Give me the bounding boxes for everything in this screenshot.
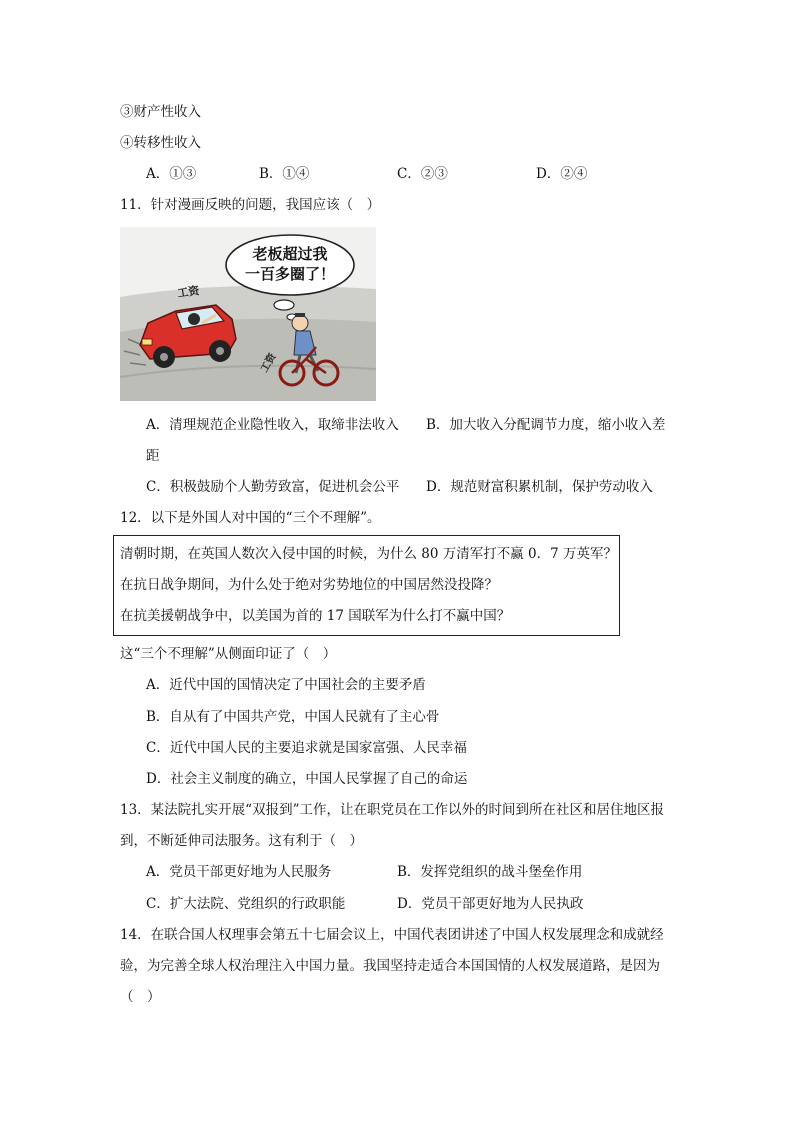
q10-option-a: A．①③ xyxy=(146,166,197,182)
bike-wage-label: 工资 xyxy=(259,351,279,375)
q12-option-a: A．近代中国的国情决定了中国社会的主要矛盾 xyxy=(146,677,426,693)
speech-line-2: 一百多圈了！ xyxy=(244,265,336,283)
q11-stem: 11．针对漫画反映的问题，我国应该（ ） xyxy=(120,197,381,213)
q12-stem: 12．以下是外国人对中国的“三个不理解”。 xyxy=(120,510,381,526)
salary-cartoon xyxy=(120,227,376,401)
q14-stem-line-2: 验，为完善全球人权治理注入中国力量。我国坚持走适合本国国情的人权发展道路，是因为 xyxy=(120,958,660,974)
q10-item-3: ③财产性收入 xyxy=(120,104,201,120)
q12-box-line-3: 在抗美援朝战争中，以美国为首的 17 国联军为什么打不赢中国？ xyxy=(120,608,511,624)
q14-stem-line-1: 14．在联合国人权理事会第五十七届会议上，中国代表团讲述了中国人权发展理念和成就经 xyxy=(120,927,664,943)
q13-option-b: B．发挥党组织的战斗堡垒作用 xyxy=(397,864,583,880)
q13-option-d: D．党员干部更好地为人民执政 xyxy=(397,896,584,912)
q12-box-line-1: 清朝时期，在英国人数次入侵中国的时候，为什么 80 万清军打不赢 0．7 万英军？ xyxy=(120,546,618,562)
q12-option-d: D．社会主义制度的确立，中国人民掌握了自己的命运 xyxy=(146,771,468,787)
q11-option-d: D．规范财富积累机制，保护劳动收入 xyxy=(426,479,653,495)
car-wage-label: 工资 xyxy=(176,284,201,300)
q11-option-c: C．积极鼓励个人勤劳致富，促进机会公平 xyxy=(146,479,400,495)
q13-stem-line-2: 到，不断延伸司法服务。这有利于（ ） xyxy=(120,833,363,849)
q14-stem-line-3: （ ） xyxy=(120,989,161,1005)
q10-option-d: D．②④ xyxy=(536,166,588,182)
q13-option-a: A．党员干部更好地为人民服务 xyxy=(146,864,332,880)
q12-box-line-2: 在抗日战争期间，为什么处于绝对劣势地位的中国居然没投降？ xyxy=(120,577,498,593)
q10-item-4: ④转移性收入 xyxy=(120,135,201,151)
q11-option-a: A．清理规范企业隐性收入，取缔非法收入 xyxy=(146,417,399,433)
q11-option-b: B．加大收入分配调节力度，缩小收入差 xyxy=(426,417,666,433)
q13-option-c: C．扩大法院、党组织的行政职能 xyxy=(146,896,346,912)
q12-quote-box xyxy=(113,535,620,636)
q12-follow: 这“三个不理解”从侧面印证了（ ） xyxy=(120,646,337,662)
q12-option-b: B．自从有了中国共产党，中国人民就有了主心骨 xyxy=(146,709,440,725)
q10-option-b: B．①④ xyxy=(259,166,310,182)
q10-option-c: C．②③ xyxy=(397,166,448,182)
q13-stem-line-1: 13．某法院扎实开展“双报到”工作，让在职党员在工作以外的时间到所在社区和居住地区报 xyxy=(120,802,664,818)
q11-option-b-cont: 距 xyxy=(146,448,160,464)
speech-line-1: 老板超过我 xyxy=(252,245,328,263)
q12-option-c: C．近代中国人民的主要追求就是国家富强、人民幸福 xyxy=(146,740,467,756)
